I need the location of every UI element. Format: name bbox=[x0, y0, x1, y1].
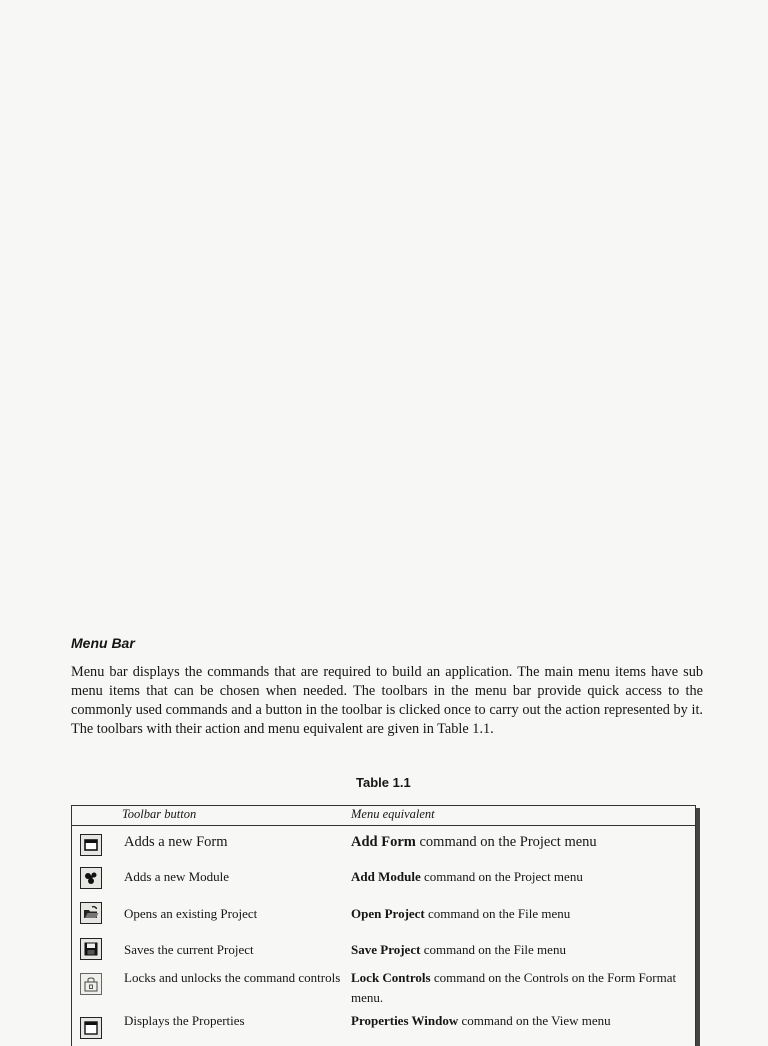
open-folder-icon bbox=[80, 902, 102, 924]
row-description: Adds a new Form bbox=[124, 834, 228, 850]
row-menu-equivalent: Add Form command on the Project menu bbox=[351, 834, 597, 850]
table-caption: Table 1.1 bbox=[356, 775, 411, 790]
lock-controls-icon bbox=[80, 973, 102, 995]
row-menu-equivalent: Lock Controls command on the Controls on the Form Format menu. bbox=[351, 970, 677, 1005]
toolbar-table bbox=[71, 805, 696, 1046]
header-toolbar-button: Toolbar button bbox=[122, 807, 197, 821]
row-menu-equivalent: Add Module command on the Project menu bbox=[351, 869, 583, 884]
row-menu-equivalent: Properties Window command on the View menu bbox=[351, 1013, 611, 1028]
row-description: Saves the current Project bbox=[124, 942, 254, 957]
row-description: Locks and unlocks the command controls bbox=[124, 970, 341, 985]
row-menu-equivalent: Save Project command on the File menu bbox=[351, 942, 566, 957]
save-disk-icon bbox=[80, 938, 102, 960]
table-header bbox=[72, 806, 695, 826]
module-icon bbox=[80, 867, 102, 889]
row-description: Opens an existing Project bbox=[124, 906, 258, 921]
row-menu-equivalent: Open Project command on the File menu bbox=[351, 906, 571, 921]
form-icon bbox=[80, 834, 102, 856]
row-description: Displays the Properties bbox=[124, 1013, 245, 1028]
header-menu-equivalent: Menu equivalent bbox=[351, 807, 435, 821]
row-description: Adds a new Module bbox=[124, 869, 230, 884]
section-paragraph: Menu bar displays the commands that are required to build an application. The main menu items have sub menu items that can be chosen when needed. The toolbars in the menu bar provide quick access to the commonly used commands and a button in the toolbar is clicked once to carry out the action represented by it. The toolbars with their action and menu equivalent are given in Table 1.1. bbox=[71, 664, 703, 737]
section-heading: Menu Bar bbox=[71, 635, 135, 651]
properties-window-icon bbox=[80, 1017, 102, 1039]
